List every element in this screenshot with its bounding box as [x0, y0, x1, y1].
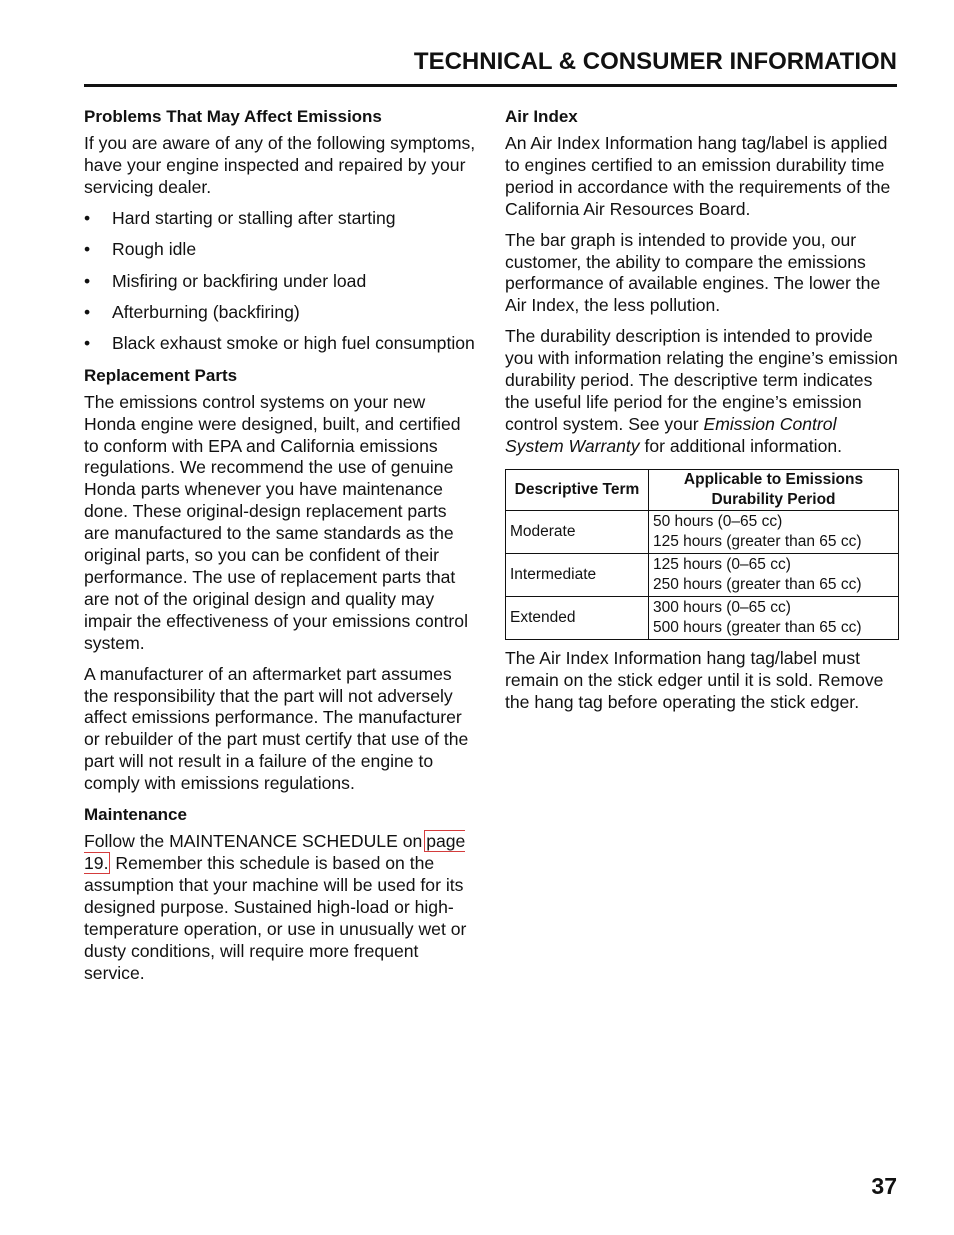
- list-item: • Afterburning (backfiring): [84, 301, 300, 322]
- column-header-term: Descriptive Term: [506, 469, 649, 510]
- problems-intro: If you are aware of any of the following symptoms, have your engine inspected and repaired by your servicing dealer.: [84, 133, 476, 197]
- bullet-icon: •: [84, 301, 91, 322]
- air-index-paragraph-3: The durability description is intended to provide you with information relating the engine’s emission durability period. The descriptive term indicates the useful life period for the engine’s emission control system. See your Emission Control System Warranty for additional information.: [505, 326, 898, 456]
- problems-heading: Problems That May Affect Emissions: [84, 107, 382, 126]
- column-header-period: Applicable to Emissions Durability Period: [649, 469, 899, 510]
- air-index-paragraph-2: The bar graph is intended to provide you, our customer, the ability to compare the emissions performance of available engines. The lower the Air Index, the less pollution.: [505, 229, 881, 316]
- bullet-icon: •: [84, 333, 91, 354]
- replacement-heading: Replacement Parts: [84, 365, 238, 385]
- page-19-link[interactable]: page 19.: [84, 831, 466, 873]
- right-column: [505, 106, 900, 722]
- table-header-row: [506, 469, 899, 510]
- page-title: TECHNICAL & CONSUMER INFORMATION: [413, 48, 897, 75]
- list-item: • Misfiring or backfiring under load: [84, 270, 367, 291]
- list-item: • Hard starting or stalling after starting: [84, 207, 396, 228]
- replacement-paragraph-1: The emissions control systems on your new Honda engine were designed, built, and certified to conform with EPA and California emissions regulations. We recommend the use of genuine Honda parts whenever you have maintenance done. These original-design replacement parts are manufactured to the same standards as the original parts, so you can be confident of their performance. The use of replacement parts that are not of the original design and quality may impair the effectiveness of your emissions control system.: [84, 391, 468, 653]
- bullet-icon: •: [84, 239, 91, 260]
- table-row: [506, 553, 899, 596]
- header-divider: [84, 84, 897, 87]
- period-cell: 125 hours (0–65 cc) 250 hours (greater than 65 cc): [649, 553, 899, 596]
- period-cell: 300 hours (0–65 cc) 500 hours (greater than 65 cc): [649, 596, 899, 639]
- replacement-paragraph-2: A manufacturer of an aftermarket part assumes the responsibility that the part will not adversely affect emissions performance. The manufacturer or rebuilder of the part must certify that use of the part will not result in a failure of the engine to comply with emissions regulations.: [84, 663, 469, 794]
- air-index-heading: Air Index: [505, 107, 578, 126]
- list-item: • Black exhaust smoke or high fuel consumption: [84, 333, 475, 354]
- maintenance-paragraph: Follow the MAINTENANCE SCHEDULE on page 19. Remember this schedule is based on the assumption that your machine will be used for its designed purpose. Sustained high-load or high-temperature operation, or use in unusually wet or dusty conditions, will require more frequent service.: [84, 831, 467, 983]
- table-row: [506, 596, 899, 639]
- table-row: [506, 510, 899, 553]
- maintenance-heading: Maintenance: [84, 805, 187, 825]
- page-number: 37: [871, 1173, 897, 1199]
- term-cell: Intermediate: [506, 553, 649, 596]
- bullet-icon: •: [84, 207, 91, 228]
- air-index-paragraph-4: The Air Index Information hang tag/label must remain on the stick edger until it is sold. Remove the hang tag before operating the stick edger.: [505, 647, 884, 712]
- symptom-list: [84, 208, 476, 356]
- term-cell: Moderate: [506, 510, 649, 553]
- bullet-icon: •: [84, 270, 91, 291]
- air-index-paragraph-1: An Air Index Information hang tag/label is applied to engines certified to an emission durability time period in accordance with the requirements of the California Air Resources Board.: [505, 133, 891, 219]
- durability-table: [505, 469, 899, 640]
- list-item: • Rough idle: [84, 239, 197, 260]
- period-cell: 50 hours (0–65 cc) 125 hours (greater than 65 cc): [649, 510, 899, 553]
- term-cell: Extended: [506, 596, 649, 639]
- left-column: [84, 106, 476, 993]
- warranty-reference: Emission Control System Warranty: [505, 413, 837, 456]
